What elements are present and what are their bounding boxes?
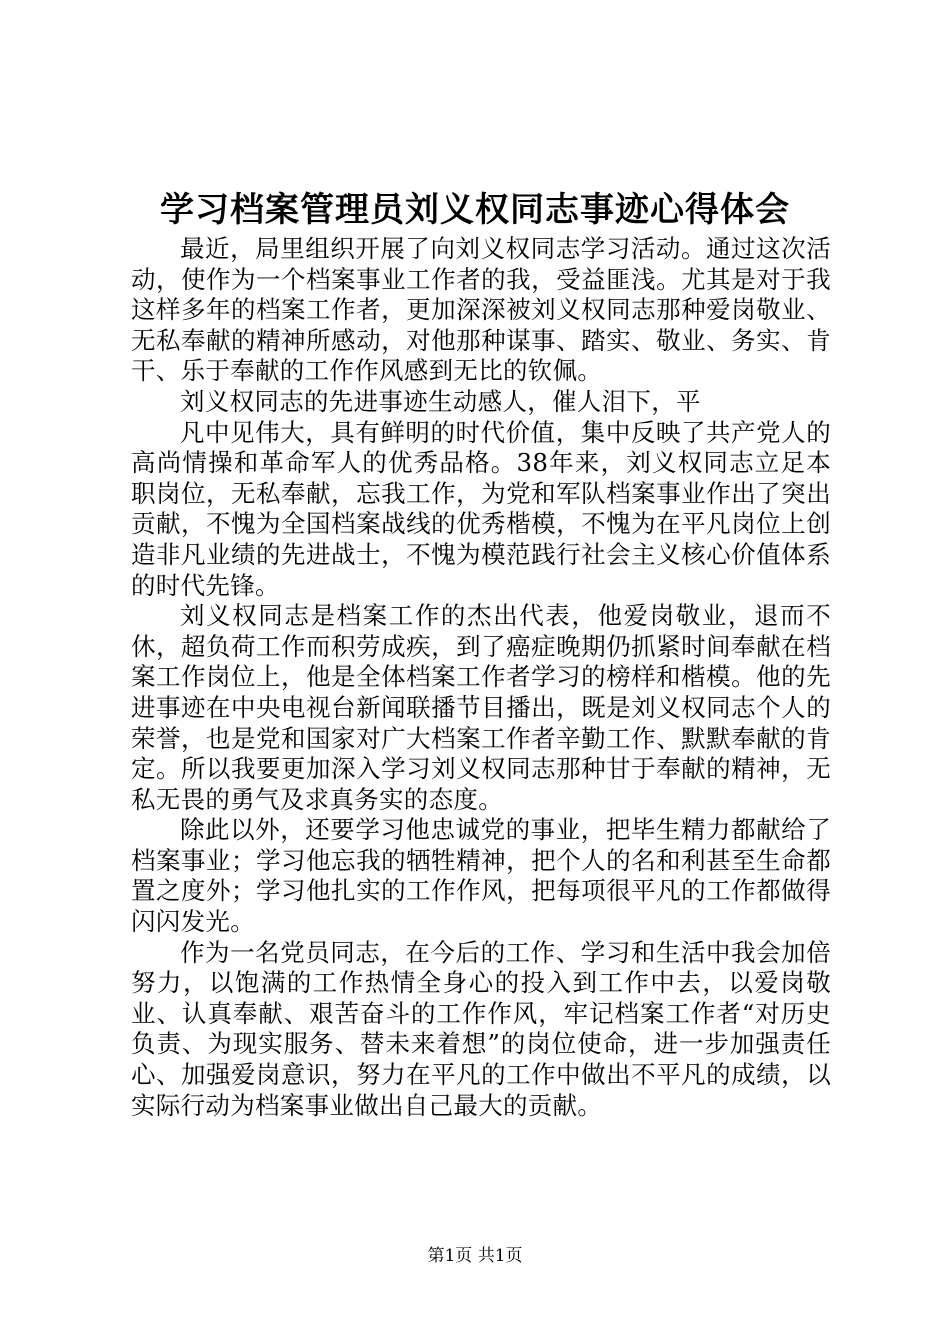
paragraph-4: 刘义权同志是档案工作的杰出代表，他爱岗敬业，退而不休，超负荷工作而积劳成疾，到了癌症晚期仍抓紧时间奉献在档案工作岗位上，他是全体档案工作者学习的榜样和楷模。他的先进事迹在中央电视台新闻联播节目播出，既是刘义权同志个人的荣誉，也是党和国家对广大档案工作者辛勤工作、默默奉献的肯定。所以我要更加深入学习刘义权同志那种甘于奉献的精神，无私无畏的勇气及求真务实的态度。 (131, 601, 831, 814)
paragraph-2: 刘义权同志的先进事迹生动感人，催人泪下，平 (180, 386, 701, 416)
document-body (131, 234, 831, 1121)
page-footer: 第1页 共1页 (427, 1246, 523, 1266)
paragraph-6: 作为一名党员同志，在今后的工作、学习和生活中我会加倍努力，以饱满的工作热情全身心的投入到工作中去，以爱岗敬业、认真奉献、艰苦奋斗的工作作风，牢记档案工作者“对历史负责、为现实服务、替未来着想”的岗位使命，进一步加强责任心、加强爱岗意识，努力在平凡的工作中做出不平凡的成绩，以实际行动为档案事业做出自己最大的贡献。 (131, 937, 831, 1120)
document-title: 学习档案管理员刘义权同志事迹心得体会 (160, 190, 790, 230)
paragraph-1: 最近，局里组织开展了向刘义权同志学习活动。通过这次活动，使作为一个档案事业工作者的我，受益匪浅。尤其是对于我这样多年的档案工作者，更加深深被刘义权同志那种爱岗敬业、无私奉献的精神所感动，对他那种谋事、踏实、敬业、务实、肯干、乐于奉献的工作作风感到无比的钦佩。 (131, 234, 831, 386)
paragraph-5: 除此以外，还要学习他忠诚党的事业，把毕生精力都献给了档案事业；学习他忘我的牺牲精神，把个人的名和利甚至生命都置之度外；学习他扎实的工作作风，把每项很平凡的工作都做得闪闪发光。 (131, 815, 831, 937)
paragraph-3: 凡中见伟大，具有鲜明的时代价值，集中反映了共产党人的高尚情操和革命军人的优秀品格。38年来，刘义权同志立足本职岗位，无私奉献，忘我工作，为党和军队档案事业作出了突出贡献，不愧为全国档案战线的优秀楷模，不愧为在平凡岗位上创造非凡业绩的先进战士，不愧为模范践行社会主义核心价值体系的时代先锋。 (131, 417, 831, 600)
